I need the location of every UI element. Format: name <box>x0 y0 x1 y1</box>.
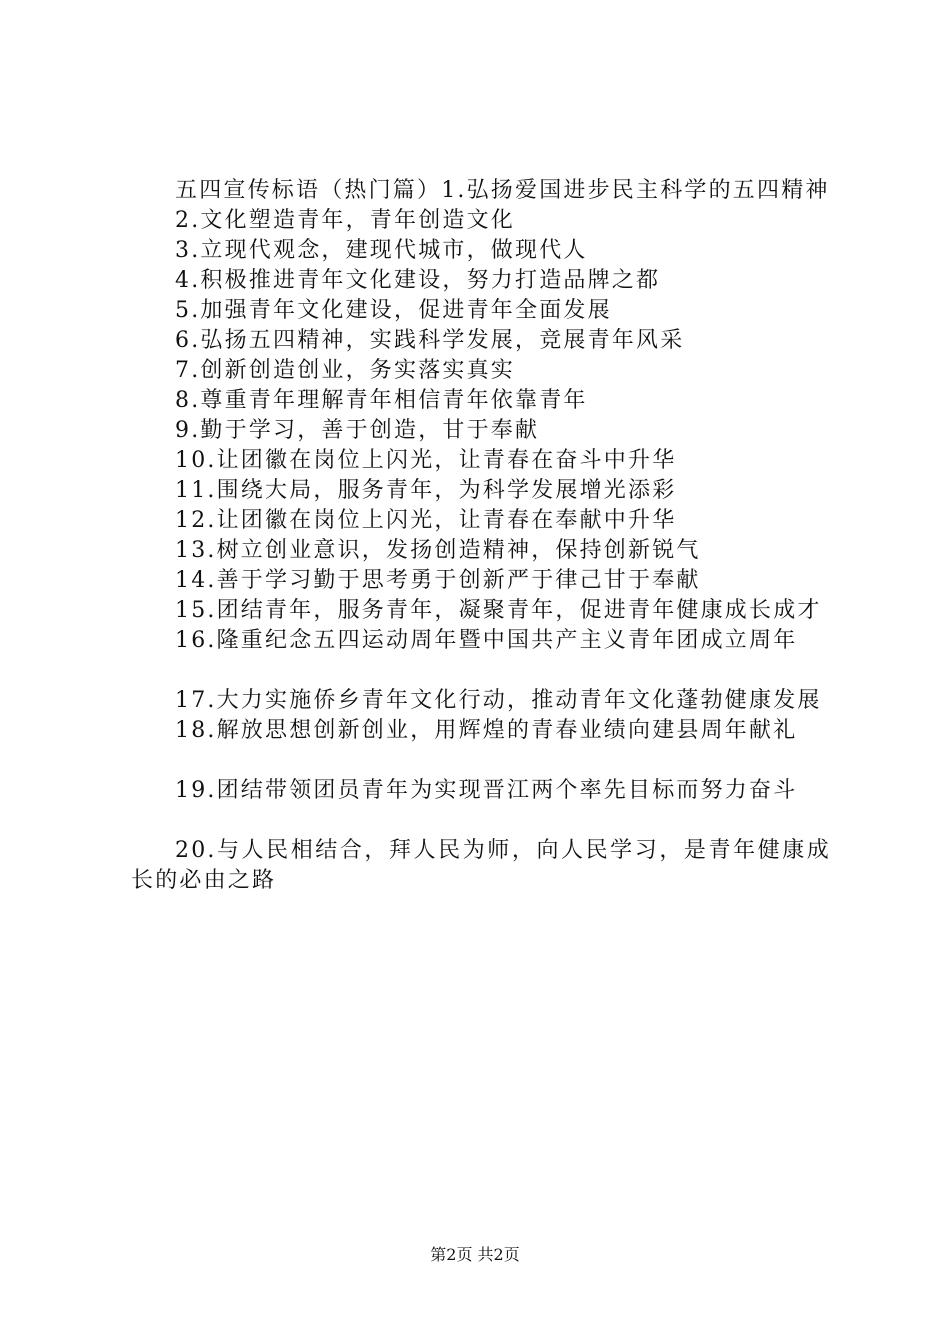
slogan-item-5: 5.加强青年文化建设，促进青年全面发展 <box>175 298 612 323</box>
slogan-item-7: 7.创新创造创业，务实落实真实 <box>175 358 515 383</box>
slogan-item-13: 13.树立创业意识，发扬创造精神，保持创新锐气 <box>175 538 701 563</box>
slogan-item-18: 18.解放思想创新创业，用辉煌的青春业绩向建县周年献礼 <box>175 718 798 743</box>
slogan-item-4: 4.积极推进青年文化建设，努力打造品牌之都 <box>175 268 661 293</box>
slogan-item-15: 15.团结青年，服务青年，凝聚青年，促进青年健康成长成才 <box>175 598 822 623</box>
slogan-item-6: 6.弘扬五四精神，实践科学发展，竞展青年风采 <box>175 328 685 353</box>
slogan-item-10: 10.让团徽在岗位上闪光，让青春在奋斗中升华 <box>175 448 677 473</box>
slogan-item-19: 19.团结带领团员青年为实现晋江两个率先目标而努力奋斗 <box>175 778 798 803</box>
title-paragraph: 五四宣传标语（热门篇）1.弘扬爱国进步民主科学的五四精神 <box>175 178 830 203</box>
slogan-item-2: 2.文化塑造青年，青年创造文化 <box>175 208 515 233</box>
slogan-item-12: 12.让团徽在岗位上闪光，让青春在奉献中升华 <box>175 508 677 533</box>
slogan-item-8: 8.尊重青年理解青年相信青年依靠青年 <box>175 388 588 413</box>
slogan-item-20: 20.与人民相结合，拜人民为师，向人民学习，是青年健康成长的必由之路 <box>131 838 831 893</box>
slogan-item-17: 17.大力实施侨乡青年文化行动，推动青年文化蓬勃健康发展 <box>175 688 822 713</box>
document-body <box>131 176 831 896</box>
slogan-item-9: 9.勤于学习，善于创造，甘于奉献 <box>175 418 540 443</box>
page-footer: 第2页 共2页 <box>430 1245 520 1264</box>
slogan-item-14: 14.善于学习勤于思考勇于创新严于律己甘于奉献 <box>175 568 701 593</box>
slogan-item-3: 3.立现代观念，建现代城市，做现代人 <box>175 238 588 263</box>
slogan-item-16: 16.隆重纪念五四运动周年暨中国共产主义青年团成立周年 <box>175 628 798 653</box>
slogan-item-11: 11.围绕大局，服务青年，为科学发展增光添彩 <box>175 478 677 503</box>
